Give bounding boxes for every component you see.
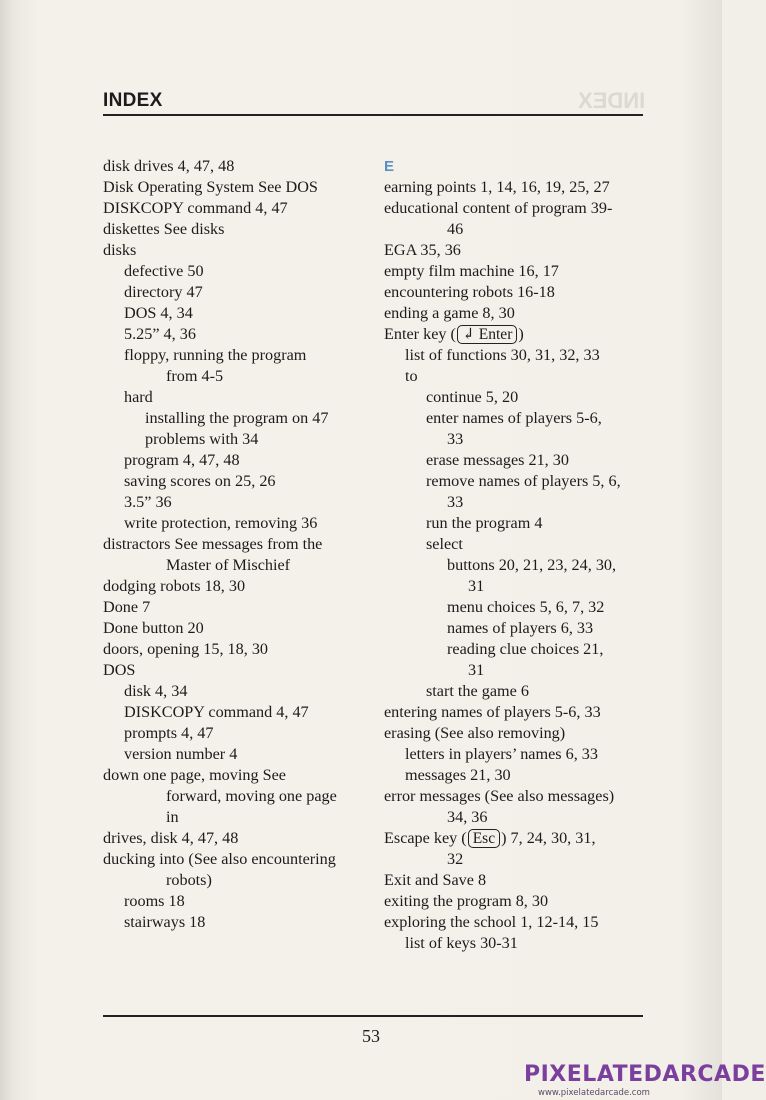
index-subentry: program 4, 47, 48 [124,451,240,469]
footer-rule [103,1015,643,1017]
index-column-right [384,156,650,954]
index-continuation: 31 [468,577,485,595]
index-entry: educational content of program 39- [384,199,613,217]
index-entry: DOS [103,661,136,679]
entry-text: ) [518,325,524,343]
index-subsubentry: remove names of players 5, 6, [426,472,621,490]
index-subentry: stairways 18 [124,913,206,931]
index-subentry: prompts 4, 47 [124,724,214,742]
index-subentry-level4: menu choices 5, 6, 7, 32 [447,598,605,616]
header-rule [103,114,643,116]
index-entry [384,828,650,849]
index-subentry: to [405,367,418,385]
index-entry: EGA 35, 36 [384,241,461,259]
entry-text: Escape key ( [384,829,467,847]
section-letter: E [384,158,395,175]
index-continuation: 33 [447,430,464,448]
index-entry: ending a game 8, 30 [384,304,515,322]
index-entry: distractors See messages from the [103,535,323,553]
index-entry [103,177,373,198]
index-entry: Exit and Save 8 [384,871,487,889]
index-subsubentry: installing the program on 47 [145,409,329,427]
page-title: INDEX [103,90,163,111]
index-subentry-level4: names of players 6, 33 [447,619,594,637]
index-subentry: write protection, removing 36 [124,514,318,532]
watermark-logo: PIXELATEDARCADE [524,1062,766,1087]
index-continuation: Master of Mischief [166,556,291,574]
index-subsubentry: erase messages 21, 30 [426,451,569,469]
index-subentry-level4: buttons 20, 21, 23, 24, 30, [447,556,617,574]
index-subsubentry: select [426,535,463,553]
index-subentry: 5.25” 4, 36 [124,325,196,343]
index-entry: erasing (See also removing) [384,724,566,742]
index-subsubentry: enter names of players 5-6, [426,409,602,427]
index-subentry: rooms 18 [124,892,185,910]
index-subentry: DOS 4, 34 [124,304,193,322]
index-continuation: in [166,808,179,826]
index-entry: entering names of players 5-6, 33 [384,703,601,721]
index-entry: exiting the program 8, 30 [384,892,549,910]
index-entry: Done 7 [103,598,151,616]
index-subentry: messages 21, 30 [405,766,511,784]
index-entry: dodging robots 18, 30 [103,577,246,595]
index-continuation: 31 [468,661,485,679]
index-entry: DISKCOPY command 4, 47 [103,199,288,217]
index-subentry: disk 4, 34 [124,682,188,700]
index-continuation: 46 [447,220,464,238]
page-number: 53 [362,1026,380,1046]
index-subentry: DISKCOPY command 4, 47 [124,703,309,721]
show-through-title: INDEX [578,88,646,113]
index-continuation: robots) [166,871,212,889]
index-entry: earning points 1, 14, 16, 19, 25, 27 [384,178,610,196]
index-continuation: 32 [447,850,464,868]
index-continuation: from 4-5 [166,367,224,385]
index-subentry: directory 47 [124,283,203,301]
index-entry: diskettes See disks [103,220,225,238]
index-subentry: defective 50 [124,262,204,280]
index-entry: exploring the school 1, 12-14, 15 [384,913,599,931]
index-subentry: letters in players’ names 6, 33 [405,745,598,763]
index-entry: doors, opening 15, 18, 30 [103,640,269,658]
index-continuation: 33 [447,493,464,511]
index-continuation: forward, moving one page [166,787,337,805]
section-letter-e [384,156,650,177]
index-subentry: list of keys 30-31 [405,934,518,952]
index-entry: empty film machine 16, 17 [384,262,559,280]
index-continuation: 34, 36 [447,808,488,826]
index-subsubentry: continue 5, 20 [426,388,519,406]
index-entry: disk drives 4, 47, 48 [103,157,235,175]
index-entry: ducking into (See also encountering [103,850,336,868]
index-subentry: list of functions 30, 31, 32, 33 [405,346,600,364]
index-entry: down one page, moving See [103,766,286,784]
index-entry [384,324,650,345]
index-entry: Done button 20 [103,619,204,637]
index-subentry: 3.5” 36 [124,493,172,511]
index-entry: disks [103,241,137,259]
index-entry: drives, disk 4, 47, 48 [103,829,239,847]
index-subentry: saving scores on 25, 26 [124,472,276,490]
index-entry: encountering robots 16-18 [384,283,555,301]
index-subsubentry: start the game 6 [426,682,529,700]
enter-key-icon: ↲ Enter [457,325,517,344]
entry-text: Enter key ( [384,325,456,343]
index-subsubentry: problems with 34 [145,430,259,448]
entry-text: ) 7, 24, 30, 31, [501,829,596,847]
index-subentry-level4: reading clue choices 21, [447,640,604,658]
esc-key-icon: Esc [468,829,500,848]
index-subentry: hard [124,388,153,406]
index-subentry: version number 4 [124,745,238,763]
index-subsubentry: run the program 4 [426,514,543,532]
watermark-url: www.pixelatedarcade.com [538,1088,650,1098]
entry-text: Disk Operating System See DOS [103,178,318,196]
index-entry: error messages (See also messages) [384,787,615,805]
index-subentry: floppy, running the program [124,346,307,364]
index-column-left [103,156,373,933]
